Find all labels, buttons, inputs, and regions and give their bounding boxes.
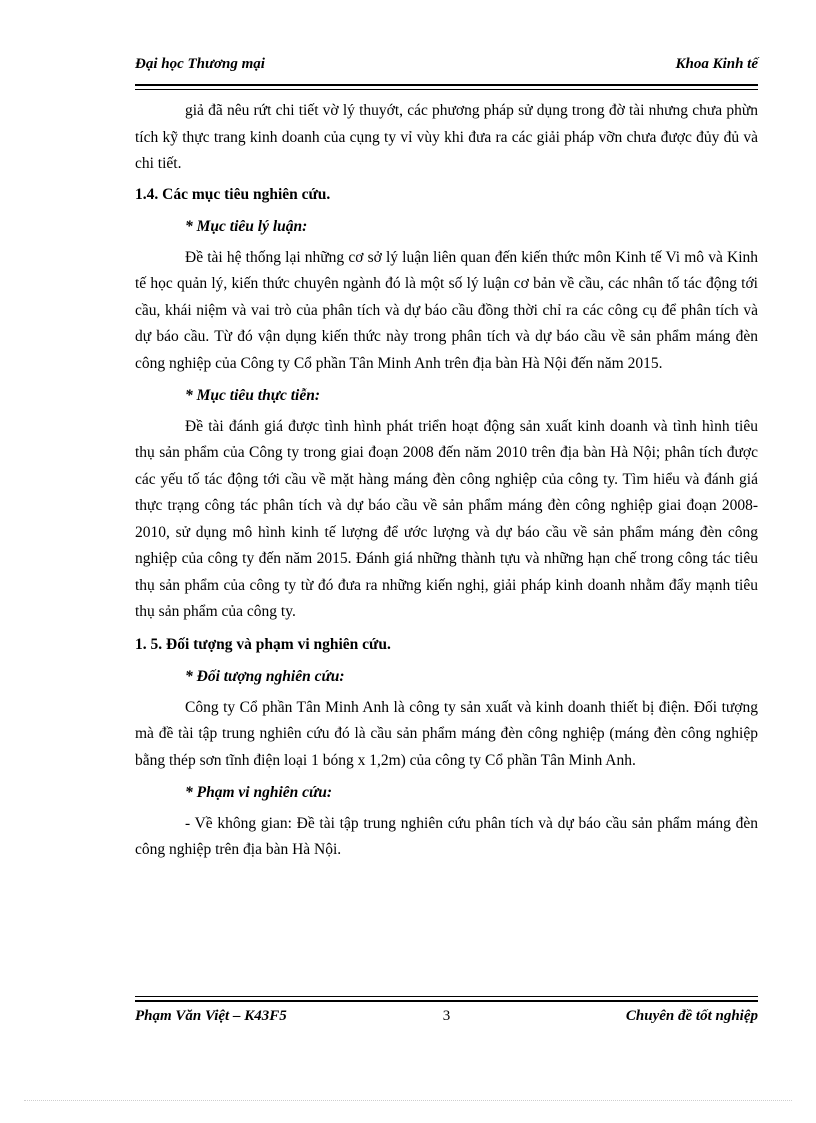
research-subject-text: Công ty Cổ phần Tân Minh Anh là công ty sản xuất và kinh doanh thiết bị điện. Đối tượng mà đề tài tập trung nghiên cứu đó là cầu sản phẩm máng đèn công nghiệp (máng đèn công nghiệp bằng thép sơn tĩnh điện loại 1 bóng x 1,2m) của công ty Cổ phần Tân Minh Anh.	[135, 698, 758, 769]
header-rule-thick	[135, 84, 758, 86]
section-1-4-heading: 1.4. Các mục tiêu nghiên cứu.	[135, 185, 331, 203]
header-university: Đại học Thương mại	[135, 56, 265, 72]
footer-doc-type: Chuyên đề tốt nghiệp	[625, 1008, 758, 1024]
research-scope-title: * Phạm vi nghiên cứu:	[185, 784, 333, 801]
intro-paragraph: giả đã nêu rứt chi tiết vờ lý thuyớt, các phương pháp sử dụng trong đờ tài nhưng chưa phừn tích kỹ thực trang kinh doanh của cụng ty vỉ vùy khi đưa ra các giải pháp vỡn chưa được đủy đủ và chi tiết.	[135, 102, 758, 172]
page-header	[135, 56, 758, 76]
theory-objective-text: Đề tài hệ thống lại những cơ sở lý luận liên quan đến kiến thức môn Kinh tế Vi mô và Kinh tế học quản lý, kiến thức chuyên ngành đó là một số lý luận cơ bản về cầu, các nhân tố tác động tới cầu, khái niệm và vai trò của phân tích và dự báo cầu đồng thời chỉ ra các công cụ để phân tích và dự báo cầu. Từ đó vận dụng kiến thức này trong phân tích và dự báo cầu về sản phẩm máng đèn công nghiệp của Công ty Cổ phần Tân Minh Anh trên địa bàn Hà Nội đến năm 2015.	[135, 248, 758, 372]
practical-objective-title: * Mục tiêu thực tiễn:	[185, 387, 321, 404]
footer-author: Phạm Văn Việt – K43F5	[135, 1008, 287, 1024]
research-scope-text: - Về không gian: Đề tài tập trung nghiên cứu phân tích và dự báo cầu sản phẩm máng đèn công nghiệp trên địa bàn Hà Nội.	[135, 814, 758, 858]
page-number: 3	[442, 1008, 451, 1024]
footer-rule-thick	[135, 1000, 758, 1002]
page-edge-divider	[24, 1100, 792, 1101]
footer-rule-thin	[135, 996, 758, 997]
section-1-5-heading: 1. 5. Đối tượng và phạm vi nghiên cứu.	[135, 635, 391, 653]
page-footer	[135, 1008, 758, 1030]
header-faculty: Khoa Kinh tế	[675, 56, 758, 72]
practical-objective-text: Đề tài đánh giá được tình hình phát triển hoạt động sản xuất kinh doanh và tình hình tiêu thụ sản phẩm của Công ty trong giai đoạn 2008 đến năm 2010 trên địa bàn Hà Nội; phân tích được các yếu tố tác động tới cầu về mặt hàng máng đèn công nghiệp của công ty. Tìm hiểu và đánh giá thực trạng công tác phân tích và dự báo cầu về sản phẩm máng đèn công nghiệp giai đoạn 2008-2010, sử dụng mô hình kinh tế lượng để ước lượng và dự báo cầu về sản phẩm máng đèn công nghiệp của công ty đến năm 2015. Đánh giá những thành tựu và những hạn chế trong công tác tiêu thụ sản phẩm của công ty từ đó đưa ra những kiến nghị, giải pháp kinh doanh nhằm đẩy mạnh tiêu thụ sản phẩm của công ty.	[135, 417, 758, 620]
header-rule-thin	[135, 89, 758, 90]
page-body	[135, 98, 758, 864]
theory-objective-title: * Mục tiêu lý luận:	[185, 218, 308, 235]
research-subject-title: * Đối tượng nghiên cứu:	[185, 668, 345, 685]
